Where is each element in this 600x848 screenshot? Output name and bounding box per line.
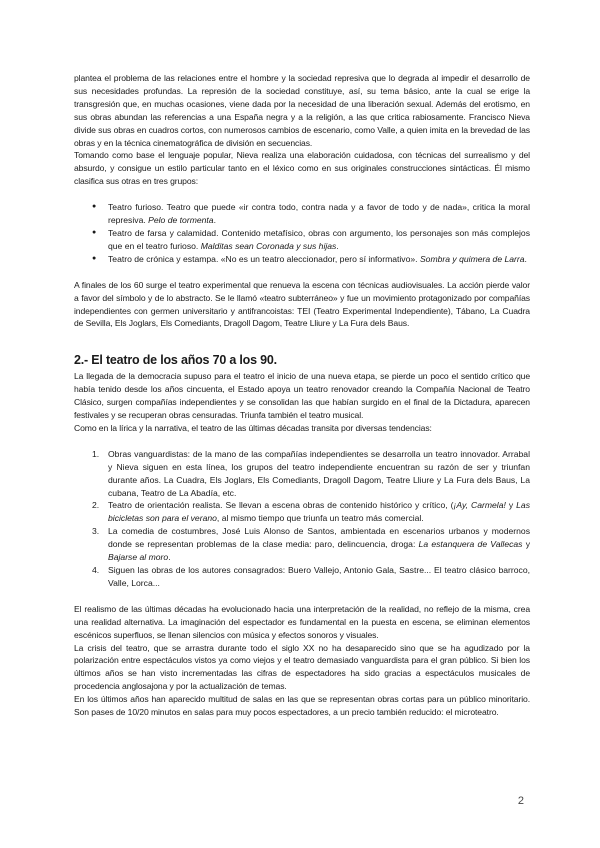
list-item: ● Teatro de farsa y calamidad. Contenido metafísico, obras con argumento, los personajes son más complejos que en el teatro furioso. Malditas sean Coronada y sus hijas. — [92, 227, 530, 253]
section-heading: 2.- El teatro de los años 70 a los 90. — [74, 353, 277, 368]
paragraph-experimental-theatre: A finales de los 60 surge el teatro experimental que renueva la escena con técnicas audiovisuales. La acción pierde valor a favor del símbolo y de lo abstracto. Se le llamó «teatro subterráneo» y fue un movimiento protagonizado por compañías independientes con germen universitario y antifrancoistas: TEI (Teatro Experimental Independiente), Tábano, La Cuadra de Sevilla, Els Joglars, Els Comediants, Dragoll Dagom, Teatre Lliure y La Fura dels Baus. — [74, 279, 530, 329]
paragraph-democracy: La llegada de la democracia supuso para el teatro el inicio de una nueva etapa, se pierde un poco el sentido crítico que había tenido desde los años cincuenta, el Estado apoya un teatro renovador creando la Compañía Nacional de Teatro Clásico, surgen compañías independientes y se consolidan las que habían surgido en el final de la Dictadura, aparecen festivales y se recuperan obras censuradas. Triunfa también el teatro musical. — [74, 371, 530, 421]
list-item: 4. Siguen las obras de los autores consagrados: Buero Vallejo, Antonio Gala, Sastre... El teatro clásico barroco, Valle, Lorca... — [92, 565, 530, 588]
list-item: ● Teatro furioso. Teatro que puede «ir contra todo, contra nada y a favor de todo y de nada», critica la moral represiva. Pelo de tormenta. — [92, 201, 530, 227]
tendencies-list — [74, 448, 530, 590]
paragraph-nieva-style: Tomando como base el lenguaje popular, Nieva realiza una elaboración cuidadosa, con técnicas del surrealismo y del absurdo, y consigue un estilo particular tanto en el léxico como en sus originales construcciones sintácticas. Él mismo clasifica sus otras en tres grupos: — [74, 150, 530, 187]
nieva-groups-list — [74, 201, 530, 266]
paragraph-nieva-themes: plantea el problema de las relaciones entre el hombre y la sociedad represiva que lo degrada al impedir el desarrollo de sus necesidades profundas. La represión de la sociedad constituye, así, su tema básico, ante la cual se erige la transgresión que, en muchas ocasiones, viene dada por la necesidad de una liberación sexual. Además del erotismo, en sus obras abundan las referencias a una España negra y a la religión, a las que critica rabiosamente. Francisco Nieva divide sus obras en cuadros cortos, con numerosos cambios de escenario, como Valle, a quien imita en la brevedad de las obras y en la técnica cinematográfica de división en secuencias. — [74, 73, 530, 148]
list-item: 1. Obras vanguardistas: de la mano de las compañías independientes se desarrolla un teatro innovador. Arrabal y Nieva siguen en esta línea, los grupos del teatro independiente encuentran su razón de ser y triunfan durante años. La Cuadra, Els Joglars, Els Comediants, Dragoll Dagom, Teatre Lliure y La Fura dels Baus, La cubana, Teatro de La Abadía, etc. — [92, 448, 530, 498]
list-item: ● Teatro de crónica y estampa. «No es un teatro aleccionador, pero sí informativo». Sombra y quimera de Larra. — [92, 253, 530, 266]
list-item: 2. Teatro de orientación realista. Se llevan a escena obras de contenido histórico y crítico, (¡Ay, Carmela! y Las bicicletas son para el verano, al mismo tiempo que triunfa un teatro más comercial. — [92, 500, 530, 524]
list-item: 3. La comedia de costumbres, José Luis Alonso de Santos, ambientada en escenarios urbanos y modernos donde se representan problemas de la clase media: paro, delincuencia, droga: La estanquera de Vallecas y Bajarse al moro. — [92, 526, 530, 563]
paragraph-realism: El realismo de las últimas décadas ha evolucionado hacia una interpretación de la realidad, no reflejo de la misma, crea una realidad alternativa. La imaginación del espectador es fundamental en la puesta en escena, se eliminan elementos escénicos superfluos, se llenan silencios con música y efectos sonoros y visuales. — [74, 603, 530, 640]
paragraph-microteatro: En los últimos años han aparecido multitud de salas en las que se representan obras cortas para un público minoritario. Son pases de 10/20 minutos en salas para muy pocos espectadores, a un precio también reducido: el microteatro. — [74, 694, 530, 718]
paragraph-tendencies-intro: Como en la lírica y la narrativa, el teatro de las últimas décadas transita por diversas tendencias: — [74, 422, 432, 433]
paragraph-theatre-crisis: La crisis del teatro, que se arrastra durante todo el siglo XX no ha desaparecido sino que se ha agudizado por la polarización entre espectáculos vistos ya como viejos y el teatro demasiado vanguardista para el gran público. Si bien los últimos años se han visto incrementadas las cifras de espectadores ha sido gracias a espectáculos musicales de procedencia anglosajona y por la actualización de temas. — [74, 642, 530, 692]
page-number: 2 — [517, 795, 524, 807]
